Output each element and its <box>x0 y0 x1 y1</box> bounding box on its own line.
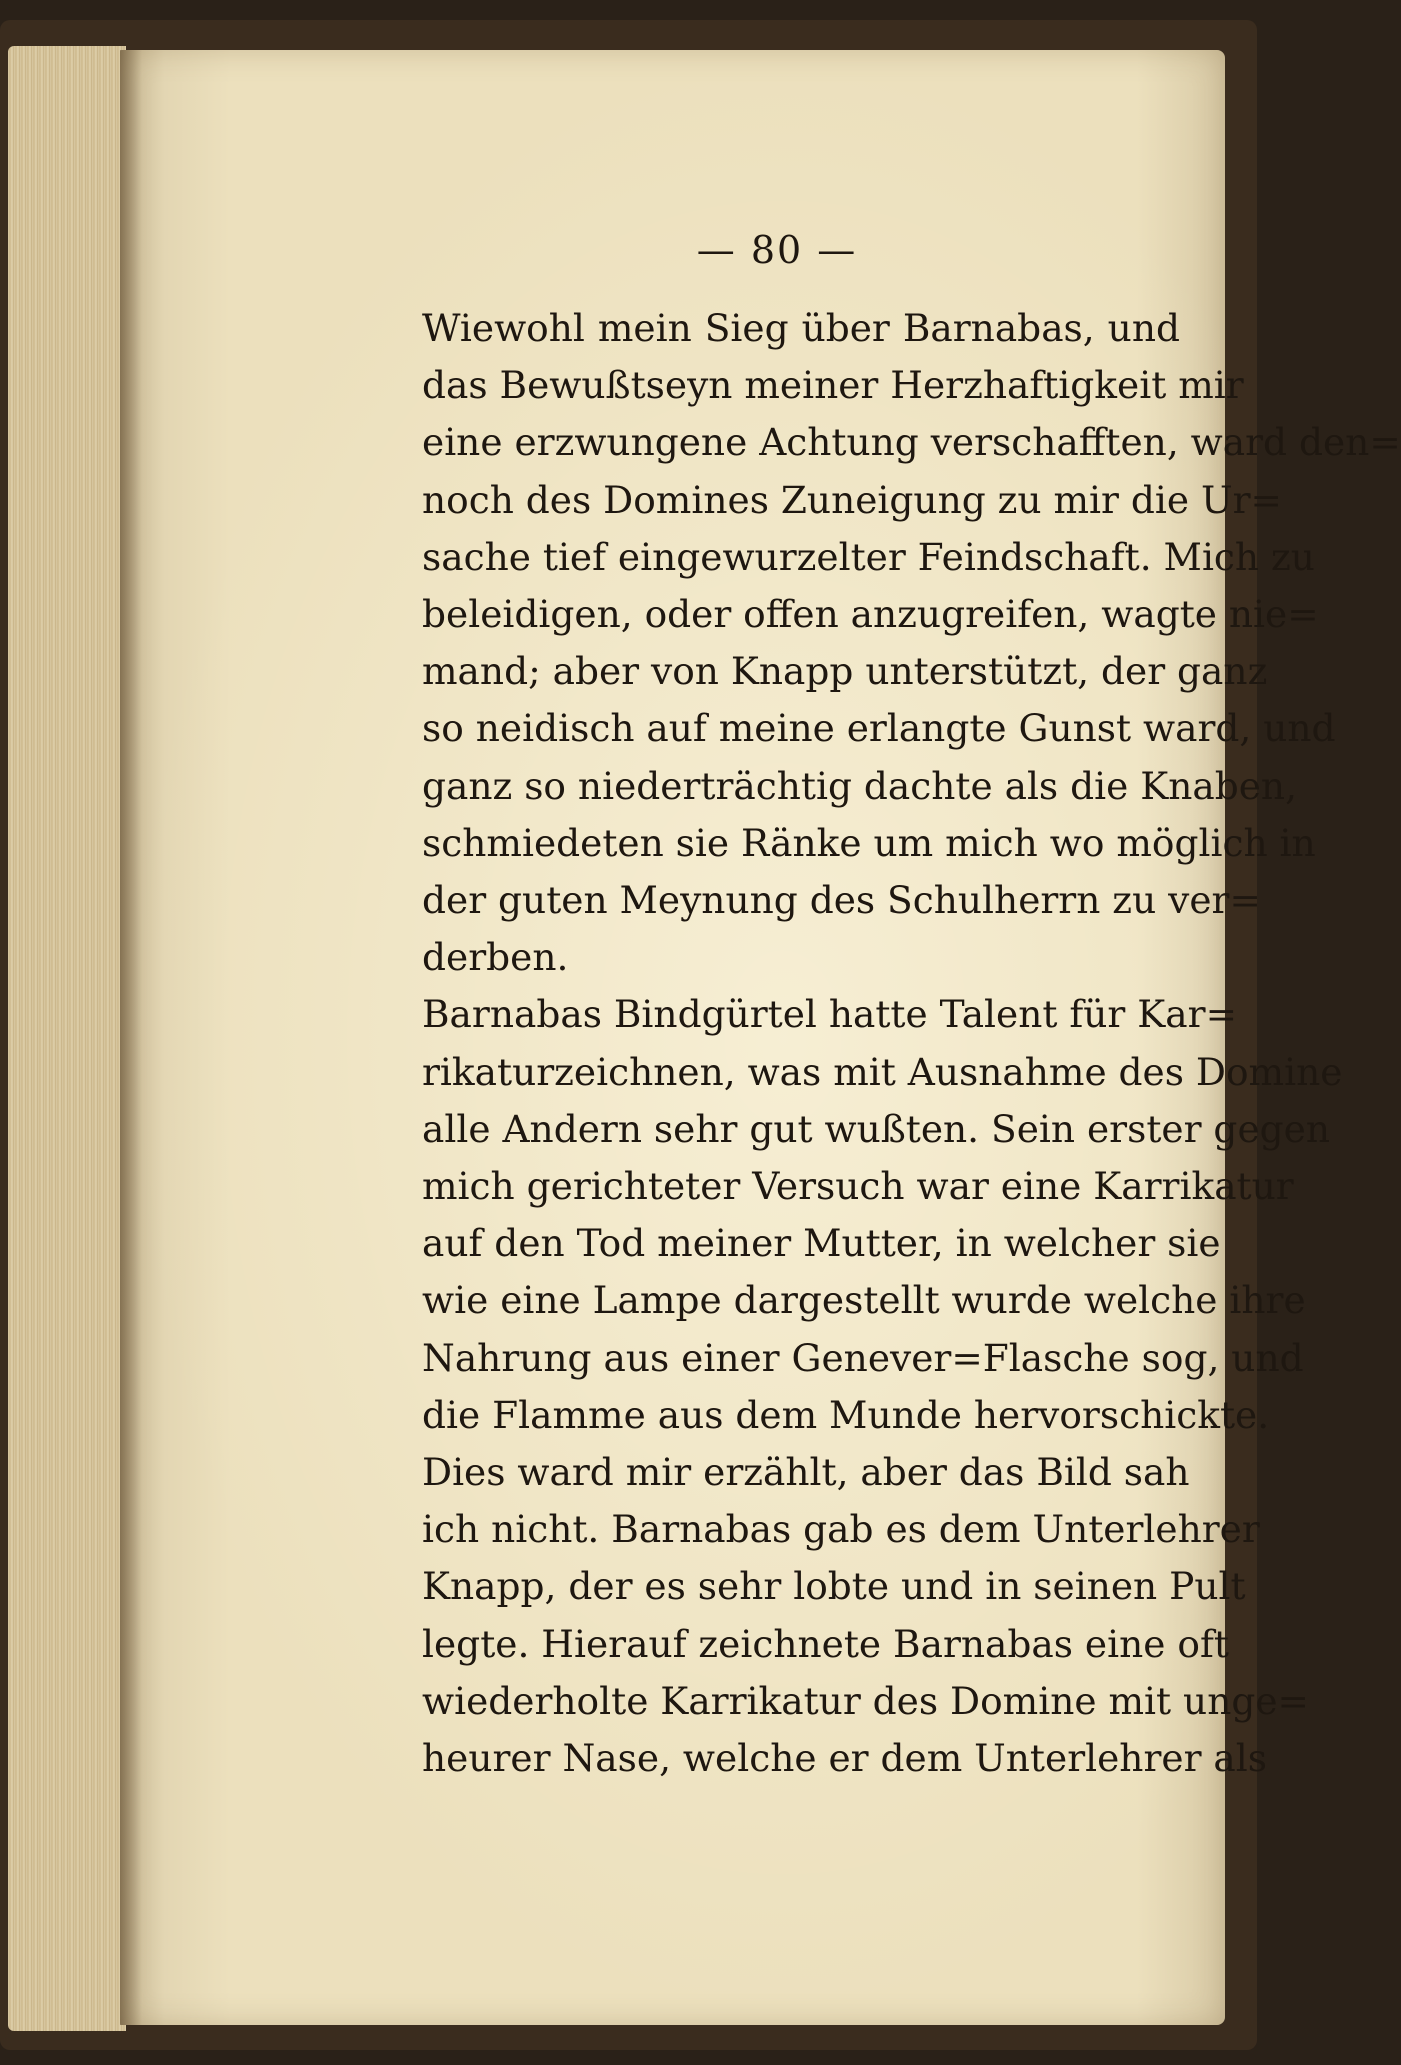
page-edges <box>8 46 126 2031</box>
text-line: heurer Nase, welche er dem Unterlehrer als <box>422 1736 1268 1781</box>
text-line: Dies ward mir erzählt, aber das Bild sah <box>422 1450 1190 1495</box>
text-line: ich nicht. Barnabas gab es dem Unterlehrer <box>422 1507 1260 1552</box>
page-body-text <box>380 300 1401 1787</box>
text-line: alle Andern sehr gut wußten. Sein erster gegen <box>422 1106 1330 1151</box>
text-line: auf den Tod meiner Mutter, in welcher sie <box>422 1221 1221 1266</box>
paragraph-2 <box>380 986 1343 1787</box>
text-line: schmiedeten sie Ränke um mich wo möglich in <box>422 820 1316 865</box>
text-line: beleidigen, oder offen anzugreifen, wagte nie= <box>422 592 1319 637</box>
text-line: eine erzwungene Achtung verschafften, ward den= <box>422 420 1401 465</box>
text-line: mich gerichteter Versuch war eine Karrikatur <box>422 1164 1294 1209</box>
text-line: sache tief eingewurzelter Feindschaft. Mich zu <box>422 534 1315 579</box>
page-gutter-shadow <box>120 50 142 2025</box>
text-line: rikaturzeichnen, was mit Ausnahme des Domine <box>422 1049 1343 1094</box>
text-line: mand; aber von Knapp unterstützt, der ganz <box>422 649 1268 694</box>
text-line: so neidisch auf meine erlangte Gunst ward, und <box>422 706 1336 751</box>
text-line: Barnabas Bindgürtel hatte Talent für Kar= <box>422 992 1237 1037</box>
text-line: ganz so niederträchtig dachte als die Knaben, <box>422 763 1298 808</box>
text-line: wie eine Lampe dargestellt wurde welche ihre <box>422 1278 1306 1323</box>
text-line: der guten Meynung des Schulherrn zu ver= <box>422 878 1261 923</box>
paragraph-1 <box>380 300 1401 986</box>
text-line: Knapp, der es sehr lobte und in seinen Pult <box>422 1564 1246 1609</box>
text-line: derben. <box>422 935 569 980</box>
text-line: das Bewußtseyn meiner Herzhaftigkeit mir <box>422 363 1244 408</box>
text-line: wiederholte Karrikatur des Domine mit unge= <box>422 1678 1309 1723</box>
page-number: — 80 — <box>696 228 858 272</box>
text-line: Nahrung aus einer Genever=Flasche sog, und <box>422 1335 1304 1380</box>
text-line: noch des Domines Zuneigung zu mir die Ur= <box>422 477 1282 522</box>
text-line: legte. Hierauf zeichnete Barnabas eine oft <box>422 1621 1229 1666</box>
text-line: Wiewohl mein Sieg über Barnabas, und <box>422 306 1180 350</box>
text-line: die Flamme aus dem Munde hervorschickte. <box>422 1392 1270 1437</box>
